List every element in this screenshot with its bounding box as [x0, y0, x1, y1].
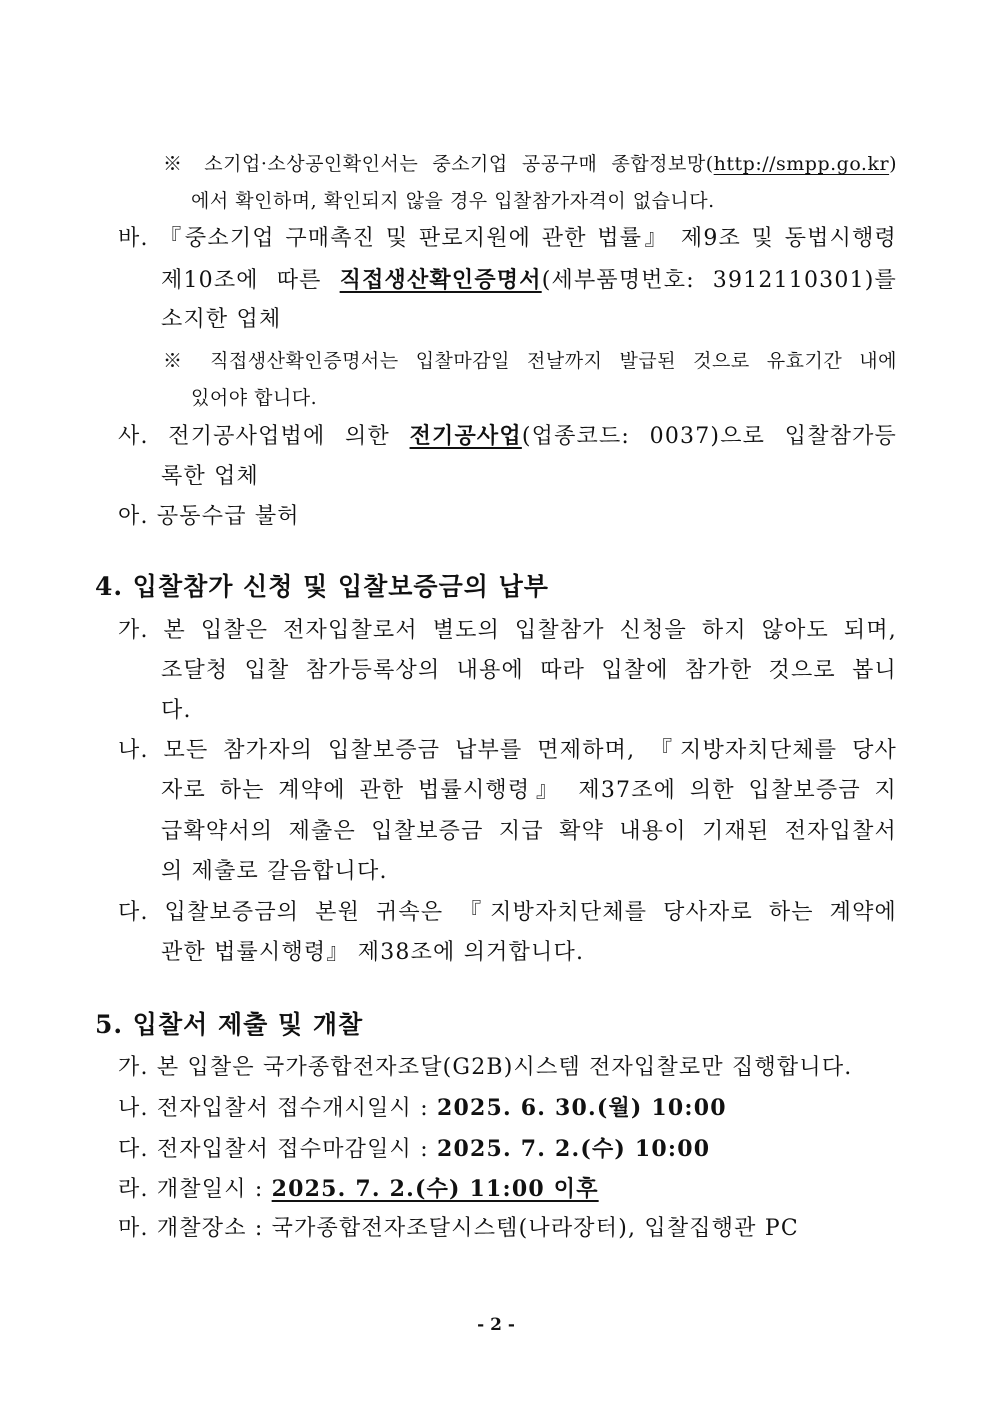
section5-ma: 마. 개찰장소 : 국가종합전자조달시스템(나라장터), 입찰집행관 PC	[118, 1216, 799, 1241]
section5-na	[118, 1097, 727, 1120]
note-smes-confirmation-line1	[163, 155, 897, 174]
note-text: ※ 소기업·소상공인확인서는 중소기업 공공구매 종합정보망(	[163, 153, 714, 175]
direct-production-certificate-term: 직접생산확인증명서	[339, 267, 542, 293]
bid-close-label: 다. 전자입찰서 접수마감일시 :	[118, 1137, 438, 1162]
item-text: 사. 전기공사업법에 의한	[118, 424, 410, 449]
note-direct-production-line2: 있어야 합니다.	[191, 387, 318, 409]
electrical-construction-term: 전기공사업	[409, 423, 522, 449]
item-sa-line2: 록한 업체	[161, 464, 260, 489]
bid-close-datetime: 2025. 7. 2.(수) 10:00	[437, 1136, 711, 1162]
section5-ra	[118, 1178, 599, 1201]
smpp-link[interactable]: http://smpp.go.kr	[713, 153, 890, 175]
section4-heading: 4. 입찰참가 신청 및 입찰보증금의 납부	[95, 572, 549, 601]
note-text: )	[889, 153, 897, 175]
section4-na-line4: 의 제출로 갈음합니다.	[161, 859, 388, 884]
section4-na-line2: 자로 하는 계약에 관한 법률시행령』 제37조에 의한 입찰보증금 지	[161, 778, 897, 803]
section4-ga-line1: 가. 본 입찰은 전자입찰로서 별도의 입찰참가 신청을 하지 않아도 되며,	[118, 618, 897, 643]
item-text: (업종코드: 0037)으로 입찰참가등	[521, 424, 897, 449]
opening-datetime: 2025. 7. 2.(수) 11:00 이후	[271, 1176, 599, 1202]
section5-ga: 가. 본 입찰은 국가종합전자조달(G2B)시스템 전자입찰로만 집행합니다.	[118, 1055, 853, 1080]
bid-open-datetime: 2025. 6. 30.(월) 10:00	[437, 1095, 727, 1121]
item-text: (세부품명번호: 3912110301)를	[541, 268, 897, 293]
page-number: - 2 -	[477, 1315, 515, 1335]
item-ba-line1: 바. 『중소기업 구매촉진 및 판로지원에 관한 법률』 제9조 및 동법시행령	[118, 226, 897, 251]
section4-da-line2: 관한 법률시행령』 제38조에 의거합니다.	[161, 940, 585, 965]
section4-da-line1: 다. 입찰보증금의 본원 귀속은 『지방자치단체를 당사자로 하는 계약에	[118, 900, 897, 925]
section5-heading: 5. 입찰서 제출 및 개찰	[95, 1010, 364, 1039]
opening-label: 라. 개찰일시 :	[118, 1177, 272, 1202]
section4-na-line3: 급확약서의 제출은 입찰보증금 지급 확약 내용이 기재된 전자입찰서	[161, 819, 897, 844]
item-ba-line3: 소지한 업체	[161, 307, 282, 332]
note-smes-confirmation-line2: 에서 확인하며, 확인되지 않을 경우 입찰참가자격이 없습니다.	[191, 190, 715, 212]
note-direct-production-line1: ※ 직접생산확인증명서는 입찰마감일 전날까지 발급된 것으로 유효기간 내에	[163, 350, 897, 372]
item-a: 아. 공동수급 불허	[118, 504, 300, 529]
section5-da	[118, 1138, 710, 1161]
section4-na-line1: 나. 모든 참가자의 입찰보증금 납부를 면제하며, 『지방자치단체를 당사	[118, 738, 897, 763]
item-text: 제10조에 따른	[161, 268, 340, 293]
item-sa-line1	[118, 425, 897, 448]
section4-ga-line3: 다.	[161, 698, 192, 723]
section4-ga-line2: 조달청 입찰 참가등록상의 내용에 따라 입찰에 참가한 것으로 봅니	[161, 658, 897, 683]
bid-open-label: 나. 전자입찰서 접수개시일시 :	[118, 1096, 438, 1121]
item-ba-line2	[161, 269, 897, 292]
